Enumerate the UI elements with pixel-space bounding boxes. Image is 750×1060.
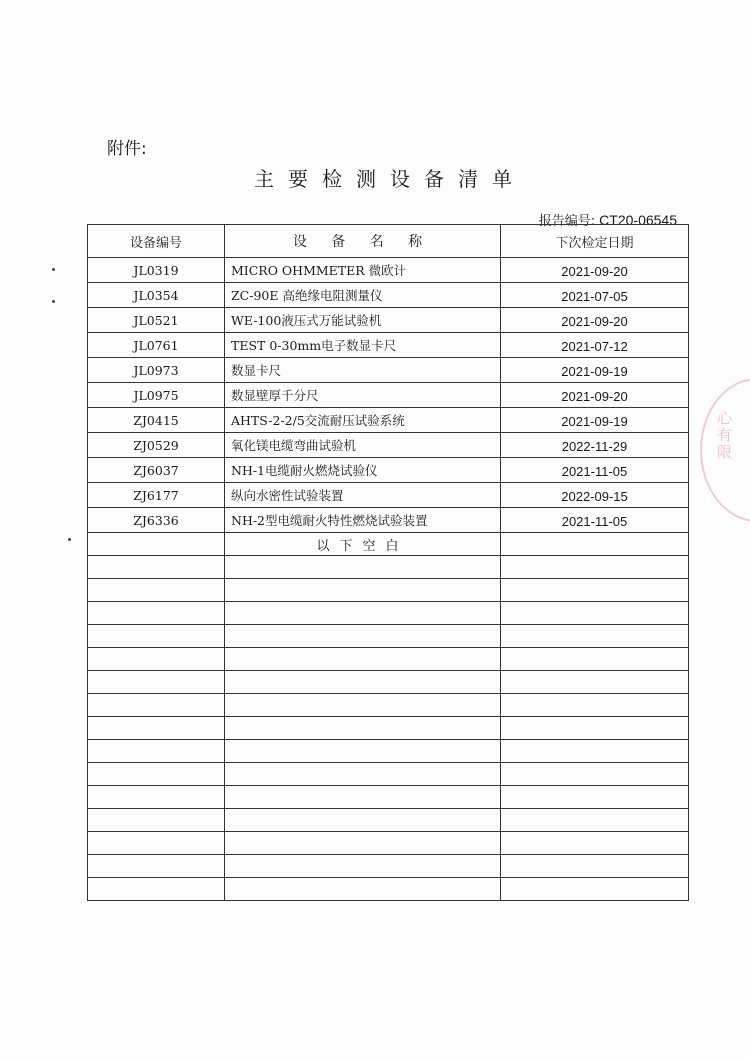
empty-cell (501, 717, 689, 740)
equipment-id-cell: ZJ6336 (88, 508, 225, 533)
empty-cell (225, 763, 501, 786)
empty-cell (501, 740, 689, 763)
empty-cell (88, 855, 225, 878)
empty-cell (225, 809, 501, 832)
table-row (88, 483, 689, 508)
equipment-name-cell: WE-100液压式万能试验机 (225, 308, 501, 333)
calibration-date-cell: 2021-09-19 (501, 358, 689, 383)
empty-cell (501, 533, 689, 556)
empty-cell (501, 763, 689, 786)
scan-speck (68, 538, 71, 541)
scan-speck (52, 268, 55, 271)
empty-table-row (88, 671, 689, 694)
empty-cell (88, 786, 225, 809)
equipment-name-cell: NH-2型电缆耐火特性燃烧试验装置 (225, 508, 501, 533)
empty-cell (88, 878, 225, 901)
empty-cell (225, 602, 501, 625)
empty-table-row (88, 717, 689, 740)
empty-cell (88, 832, 225, 855)
empty-cell (88, 602, 225, 625)
attachment-label: 附件: (107, 139, 147, 159)
equipment-name-cell: 数显壁厚千分尺 (225, 383, 501, 408)
table-row (88, 433, 689, 458)
empty-table-row (88, 832, 689, 855)
header-equipment-name: 设 备 名 称 (225, 225, 501, 258)
equipment-table (87, 224, 689, 901)
equipment-id-cell: JL0521 (88, 308, 225, 333)
empty-table-row (88, 763, 689, 786)
empty-cell (225, 832, 501, 855)
table-row (88, 283, 689, 308)
table-row (88, 383, 689, 408)
empty-cell (225, 717, 501, 740)
table-body (88, 258, 689, 901)
empty-table-row (88, 556, 689, 579)
table-row (88, 408, 689, 433)
calibration-date-cell: 2021-09-20 (501, 308, 689, 333)
empty-table-row (88, 740, 689, 763)
empty-cell (225, 579, 501, 602)
empty-table-row (88, 809, 689, 832)
empty-cell (501, 671, 689, 694)
empty-cell (501, 602, 689, 625)
empty-cell (501, 832, 689, 855)
equipment-id-cell: ZJ6177 (88, 483, 225, 508)
stamp-text: 心有限 (715, 410, 733, 461)
empty-table-row (88, 648, 689, 671)
empty-cell (501, 648, 689, 671)
empty-cell (88, 579, 225, 602)
equipment-id-cell: ZJ0415 (88, 408, 225, 433)
empty-cell (501, 556, 689, 579)
empty-cell (88, 533, 225, 556)
equipment-name-cell: 数显卡尺 (225, 358, 501, 383)
empty-cell (225, 694, 501, 717)
equipment-name-cell: 纵向水密性试验装置 (225, 483, 501, 508)
equipment-id-cell: ZJ6037 (88, 458, 225, 483)
empty-cell (225, 786, 501, 809)
equipment-id-cell: JL0354 (88, 283, 225, 308)
calibration-date-cell: 2021-11-05 (501, 508, 689, 533)
empty-cell (88, 763, 225, 786)
blank-note-row (88, 533, 689, 556)
empty-cell (501, 694, 689, 717)
equipment-id-cell: JL0319 (88, 258, 225, 283)
document-title: 主要检测设备清单 (254, 167, 526, 191)
empty-cell (225, 556, 501, 579)
report-number: CT20-06545 (599, 212, 677, 228)
calibration-date-cell: 2021-07-05 (501, 283, 689, 308)
empty-cell (88, 717, 225, 740)
empty-cell (88, 648, 225, 671)
empty-cell (225, 878, 501, 901)
equipment-name-cell: 氧化镁电缆弯曲试验机 (225, 433, 501, 458)
empty-cell (225, 740, 501, 763)
empty-cell (501, 809, 689, 832)
empty-cell (88, 809, 225, 832)
calibration-date-cell: 2021-09-20 (501, 258, 689, 283)
equipment-name-cell: MICRO OHMMETER 微欧计 (225, 258, 501, 283)
empty-cell (88, 694, 225, 717)
empty-table-row (88, 602, 689, 625)
table-row (88, 358, 689, 383)
red-seal-stamp (700, 378, 750, 522)
equipment-id-cell: JL0761 (88, 333, 225, 358)
equipment-id-cell: JL0973 (88, 358, 225, 383)
header-equipment-id: 设备编号 (88, 225, 225, 258)
equipment-id-cell: JL0975 (88, 383, 225, 408)
table-row (88, 308, 689, 333)
calibration-date-cell: 2021-09-19 (501, 408, 689, 433)
empty-table-row (88, 579, 689, 602)
empty-cell (88, 671, 225, 694)
empty-cell (501, 786, 689, 809)
table-row (88, 258, 689, 283)
empty-cell (501, 625, 689, 648)
calibration-date-cell: 2021-09-20 (501, 383, 689, 408)
empty-cell (501, 579, 689, 602)
calibration-date-cell: 2022-11-29 (501, 433, 689, 458)
empty-cell (225, 855, 501, 878)
equipment-id-cell: ZJ0529 (88, 433, 225, 458)
empty-cell (225, 648, 501, 671)
table-row (88, 508, 689, 533)
calibration-date-cell: 2022-09-15 (501, 483, 689, 508)
equipment-name-cell: TEST 0-30mm电子数显卡尺 (225, 333, 501, 358)
empty-cell (88, 740, 225, 763)
empty-table-row (88, 855, 689, 878)
empty-table-row (88, 878, 689, 901)
empty-cell (88, 625, 225, 648)
calibration-date-cell: 2021-11-05 (501, 458, 689, 483)
table-row (88, 333, 689, 358)
empty-cell (501, 878, 689, 901)
table-header-row (88, 225, 689, 258)
empty-cell (501, 855, 689, 878)
table-row (88, 458, 689, 483)
blank-note: 以下空白 (225, 533, 501, 556)
empty-cell (225, 625, 501, 648)
empty-table-row (88, 625, 689, 648)
scan-speck (52, 300, 55, 303)
empty-cell (225, 671, 501, 694)
empty-cell (88, 556, 225, 579)
empty-table-row (88, 694, 689, 717)
report-number-label: 报告编号: (538, 214, 596, 229)
equipment-name-cell: AHTS-2-2/5交流耐压试验系统 (225, 408, 501, 433)
header-next-calibration-date: 下次检定日期 (501, 225, 689, 258)
equipment-name-cell: ZC-90E 高绝缘电阻测量仪 (225, 283, 501, 308)
empty-table-row (88, 786, 689, 809)
equipment-name-cell: NH-1电缆耐火燃烧试验仪 (225, 458, 501, 483)
calibration-date-cell: 2021-07-12 (501, 333, 689, 358)
